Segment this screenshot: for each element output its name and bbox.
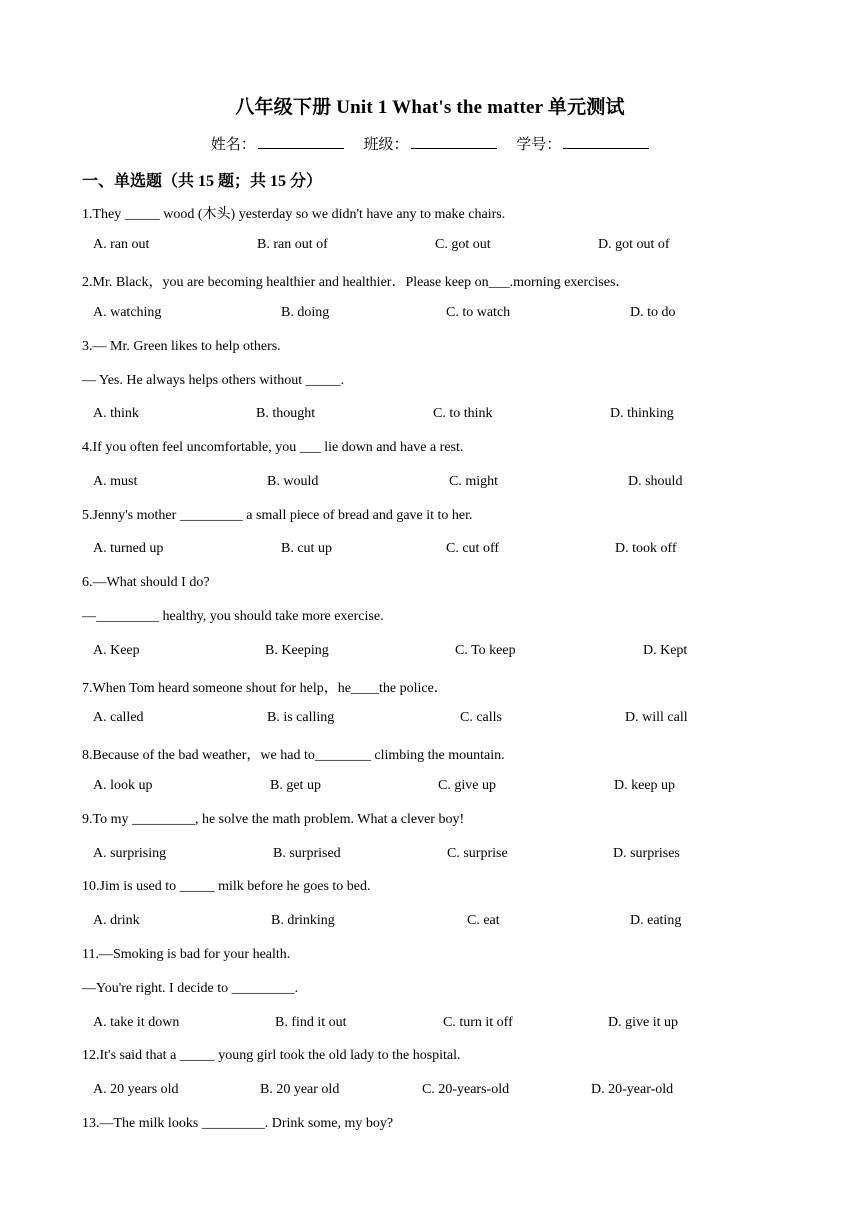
q4-option-c[interactable]: C. might — [449, 474, 499, 489]
q12-option-c[interactable]: C. 20-years-old — [422, 1082, 510, 1097]
question-2-text: 2.Mr. Black，you are becoming healthier and healthier．Please keep on___.morning exercises． — [82, 275, 630, 290]
q2-option-c[interactable]: C. to watch — [446, 305, 511, 320]
q3-option-d[interactable]: D. thinking — [610, 406, 674, 421]
q10-option-a[interactable]: A. drink — [93, 913, 140, 928]
q5-option-a[interactable]: A. turned up — [93, 541, 164, 556]
q9-option-b[interactable]: B. surprised — [273, 846, 341, 861]
q2-option-a[interactable]: A. watching — [93, 305, 162, 320]
class-label: 班级： — [363, 137, 409, 153]
page-title: 八年级下册 Unit 1 What's the matter 单元测试 — [235, 97, 625, 118]
question-12-text: 12.It's said that a _____ young girl took the old lady to the hospital. — [82, 1048, 461, 1063]
q9-option-a[interactable]: A. surprising — [93, 846, 167, 861]
question-6-text: 6.—What should I do? — [82, 575, 210, 590]
q5-option-b[interactable]: B. cut up — [281, 541, 332, 556]
q11-option-d[interactable]: D. give it up — [608, 1015, 678, 1030]
q11-option-b[interactable]: B. find it out — [275, 1015, 347, 1030]
q1-option-a[interactable]: A. ran out — [93, 237, 150, 252]
q12-option-b[interactable]: B. 20 year old — [260, 1082, 340, 1097]
q10-option-c[interactable]: C. eat — [467, 913, 500, 928]
q1-option-c[interactable]: C. got out — [435, 237, 491, 252]
q6-option-c[interactable]: C. To keep — [455, 643, 516, 658]
q12-option-a[interactable]: A. 20 years old — [93, 1082, 179, 1097]
question-9-text: 9.To my _________, he solve the math problem. What a clever boy! — [82, 812, 465, 827]
q5-option-c[interactable]: C. cut off — [446, 541, 500, 556]
q10-option-b[interactable]: B. drinking — [271, 913, 335, 928]
question-11-text: 11.—Smoking is bad for your health. — [82, 947, 291, 962]
q7-option-b[interactable]: B. is calling — [267, 710, 335, 725]
q11-option-c[interactable]: C. turn it off — [443, 1015, 513, 1030]
q8-option-c[interactable]: C. give up — [438, 778, 496, 793]
q10-option-d[interactable]: D. eating — [630, 913, 682, 928]
q1-option-b[interactable]: B. ran out of — [257, 237, 328, 252]
question-4-text: 4.If you often feel uncomfortable, you ___ lie down and have a rest. — [82, 440, 464, 455]
question-10-text: 10.Jim is used to _____ milk before he goes to bed. — [82, 879, 371, 894]
q3-option-a[interactable]: A. think — [93, 406, 139, 421]
q9-option-c[interactable]: C. surprise — [447, 846, 508, 861]
q8-option-b[interactable]: B. get up — [270, 778, 321, 793]
q5-option-d[interactable]: D. took off — [615, 541, 677, 556]
class-blank[interactable] — [411, 136, 497, 149]
q12-option-d[interactable]: D. 20-year-old — [591, 1082, 674, 1097]
q6-option-a[interactable]: A. Keep — [93, 643, 140, 658]
question-1-text: 1.They _____ wood (木头) yesterday so we didn't have any to make chairs. — [82, 207, 506, 222]
question-11-reply: —You're right. I decide to _________. — [82, 981, 299, 996]
section-title: 一、单选题（共 15 题；共 15 分） — [82, 173, 323, 190]
q3-option-b[interactable]: B. thought — [256, 406, 316, 421]
q9-option-d[interactable]: D. surprises — [613, 846, 680, 861]
question-5-text: 5.Jenny's mother _________ a small piece of bread and gave it to her. — [82, 508, 473, 523]
q3-option-c[interactable]: C. to think — [433, 406, 493, 421]
q7-option-d[interactable]: D. will call — [625, 710, 688, 725]
number-label: 学号： — [516, 137, 562, 153]
q4-option-a[interactable]: A. must — [93, 474, 138, 489]
q2-option-b[interactable]: B. doing — [281, 305, 330, 320]
name-blank[interactable] — [258, 136, 344, 149]
q2-option-d[interactable]: D. to do — [630, 305, 676, 320]
question-13-text: 13.—The milk looks _________. Drink some, my boy? — [82, 1116, 394, 1131]
q4-option-b[interactable]: B. would — [267, 474, 319, 489]
q7-option-a[interactable]: A. called — [93, 710, 144, 725]
question-7-text: 7.When Tom heard someone shout for help，he____the police． — [82, 681, 448, 696]
q7-option-c[interactable]: C. calls — [460, 710, 502, 725]
class-field[interactable] — [363, 133, 496, 154]
name-label: 姓名： — [210, 137, 256, 153]
q8-option-a[interactable]: A. look up — [93, 778, 153, 793]
question-8-text: 8.Because of the bad weather，we had to________ climbing the mountain. — [82, 748, 505, 763]
q8-option-d[interactable]: D. keep up — [614, 778, 676, 793]
q6-option-b[interactable]: B. Keeping — [265, 643, 329, 658]
question-3-reply: — Yes. He always helps others without _____. — [82, 373, 345, 388]
q6-option-d[interactable]: D. Kept — [643, 643, 688, 658]
student-info-row — [0, 133, 860, 154]
question-6-reply: —_________ healthy, you should take more exercise. — [82, 609, 384, 624]
q4-option-d[interactable]: D. should — [628, 474, 683, 489]
q1-option-d[interactable]: D. got out of — [598, 237, 670, 252]
number-field[interactable] — [516, 133, 649, 154]
number-blank[interactable] — [563, 136, 649, 149]
name-field[interactable] — [211, 133, 344, 154]
q11-option-a[interactable]: A. take it down — [93, 1015, 180, 1030]
question-3-text: 3.— Mr. Green likes to help others. — [82, 339, 281, 354]
